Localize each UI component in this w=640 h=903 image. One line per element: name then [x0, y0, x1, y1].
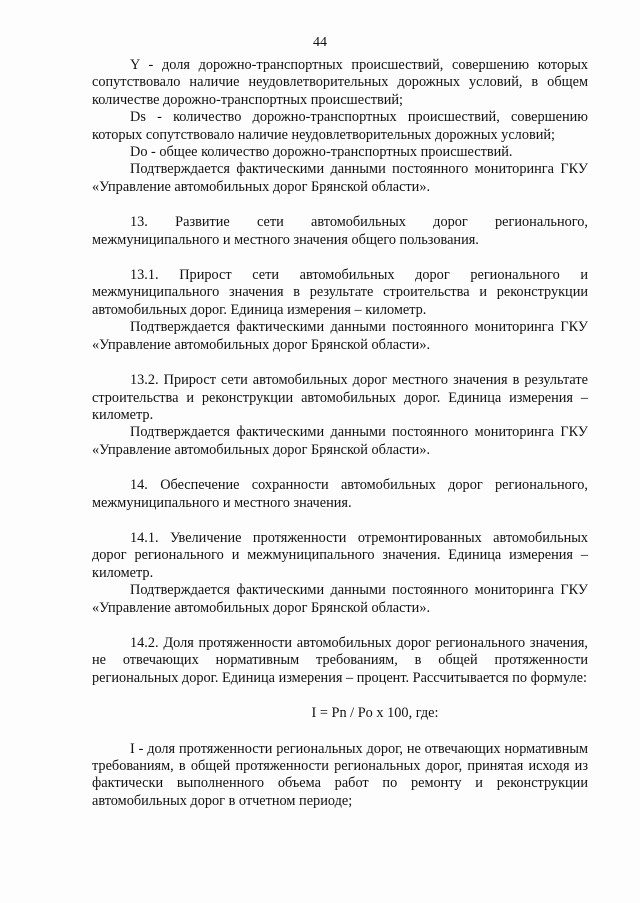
paragraph-do-definition: Do - общее количество дорожно-транспортных происшествий. — [130, 144, 513, 161]
section-14-2: 14.2. Доля протяженности автомобильных дорог регионального значения, не отвечающих нормативным требованиям, в общей протяженности региональных дорог. Единица измерения – процент. Рассчитывается по формуле: — [92, 634, 588, 686]
paragraph-y-definition: Y - доля дорожно-транспортных происшествий, совершению которых сопутствовало наличие неудовлетворительных дорожных условий, в общем количестве дорожно-транспортных происшествий; — [92, 57, 588, 108]
formula: I = Pn / Po x 100, где: — [311, 705, 439, 722]
section-13-1: 13.1. Прирост сети автомобильных дорог регионального и межмуниципального значения в результате строительства и реконструкции автомобильных дорог. Единица измерения – километр. — [92, 267, 588, 318]
document-body — [92, 57, 588, 810]
section-14-heading: 14. Обеспечение сохранности автомобильных дорог регионального, межмуниципального и местного значения. — [92, 477, 588, 511]
paragraph-ds-definition: Ds - количество дорожно-транспортных происшествий, совершению которых сопутствовало наличие неудовлетворительных дорожных условий; — [92, 109, 588, 143]
section-13-2: 13.2. Прирост сети автомобильных дорог местного значения в результате строительства и реконструкции автомобильных дорог. Единица измерения – километр. — [92, 372, 588, 423]
section-14-1: 14.1. Увеличение протяженности отремонтированных автомобильных дорог регионального и межмуниципального значения. Единица измерения – километр. — [92, 529, 588, 581]
paragraph-confirmation: Подтверждается фактическими данными постоянного мониторинга ГКУ «Управление автомобильных дорог Брянской области». — [92, 582, 588, 616]
page-number: 44 — [313, 35, 327, 50]
paragraph-confirmation: Подтверждается фактическими данными постоянного мониторинга ГКУ «Управление автомобильных дорог Брянской области». — [92, 424, 588, 458]
section-13-heading: 13. Развитие сети автомобильных дорог регионального, межмуниципального и местного значения общего пользования. — [92, 214, 588, 248]
paragraph-confirmation: Подтверждается фактическими данными постоянного мониторинга ГКУ «Управление автомобильных дорог Брянской области». — [92, 161, 588, 195]
paragraph-confirmation: Подтверждается фактическими данными постоянного мониторинга ГКУ «Управление автомобильных дорог Брянской области». — [92, 319, 588, 353]
paragraph-i-definition: I - доля протяженности региональных дорог, не отвечающих нормативным требованиям, в общей протяженности региональных дорог, принятая исходя из фактически выполненного объема работ по ремонту и реконструкции автомобильных дорог в отчетном периоде; — [92, 740, 588, 809]
